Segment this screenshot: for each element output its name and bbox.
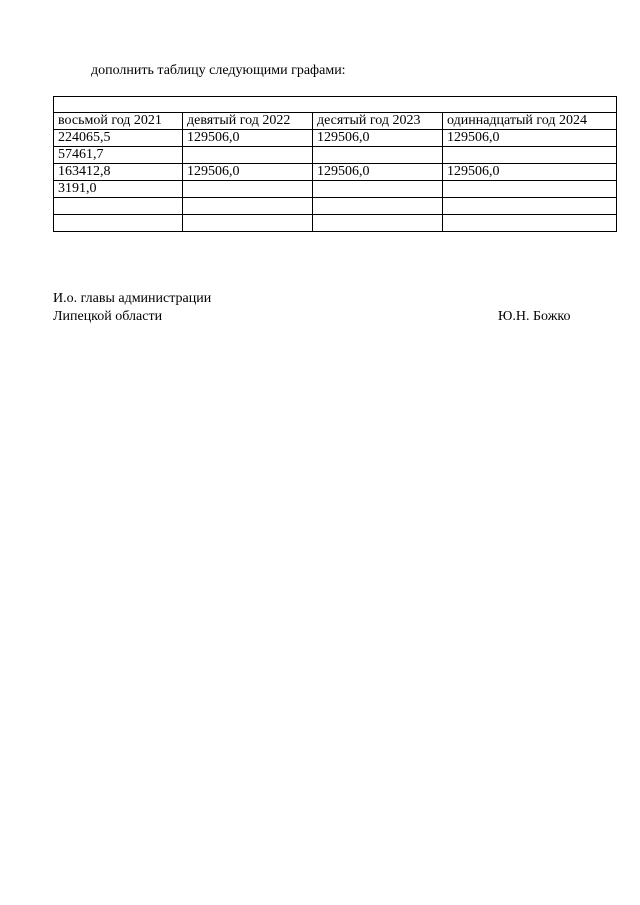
table-title-row [54,97,617,113]
intro-text: дополнить таблицу следующими графами: [91,63,346,78]
table-cell [313,147,443,164]
signatory-position-line: Липецкой области [53,309,163,324]
table-row [54,147,617,164]
column-header: десятый год 2023 [313,113,443,130]
table-cell [183,181,313,198]
signatory-name: Ю.Н. Божко [498,309,571,324]
signatory-position-line: И.о. главы администрации [53,291,212,306]
table-cell: 3191,0 [54,181,183,198]
table-cell: 129506,0 [443,130,617,147]
table-cell: 129506,0 [183,164,313,181]
table-cell: 129506,0 [313,164,443,181]
table-cell [313,198,443,215]
table-cell: 129506,0 [443,164,617,181]
table-cell: 129506,0 [313,130,443,147]
data-table-container [53,96,617,232]
table-row [54,130,617,147]
table-cell [54,198,183,215]
data-table [53,96,617,232]
table-cell [54,215,183,232]
table-header-row [54,113,617,130]
column-header: девятый год 2022 [183,113,313,130]
table-cell [183,198,313,215]
table-cell [183,147,313,164]
table-row [54,198,617,215]
table-cell: 163412,8 [54,164,183,181]
table-row [54,164,617,181]
table-cell [443,215,617,232]
table-cell [183,215,313,232]
table-title-cell [54,97,617,113]
table-cell [313,181,443,198]
table-cell [313,215,443,232]
table-cell: 224065,5 [54,130,183,147]
column-header: одиннадцатый год 2024 [443,113,617,130]
table-cell: 129506,0 [183,130,313,147]
table-cell [443,181,617,198]
signatory-position [53,290,211,326]
table-cell [443,198,617,215]
table-cell: 57461,7 [54,147,183,164]
table-row [54,181,617,198]
table-cell [443,147,617,164]
column-header: восьмой год 2021 [54,113,183,130]
table-row [54,215,617,232]
